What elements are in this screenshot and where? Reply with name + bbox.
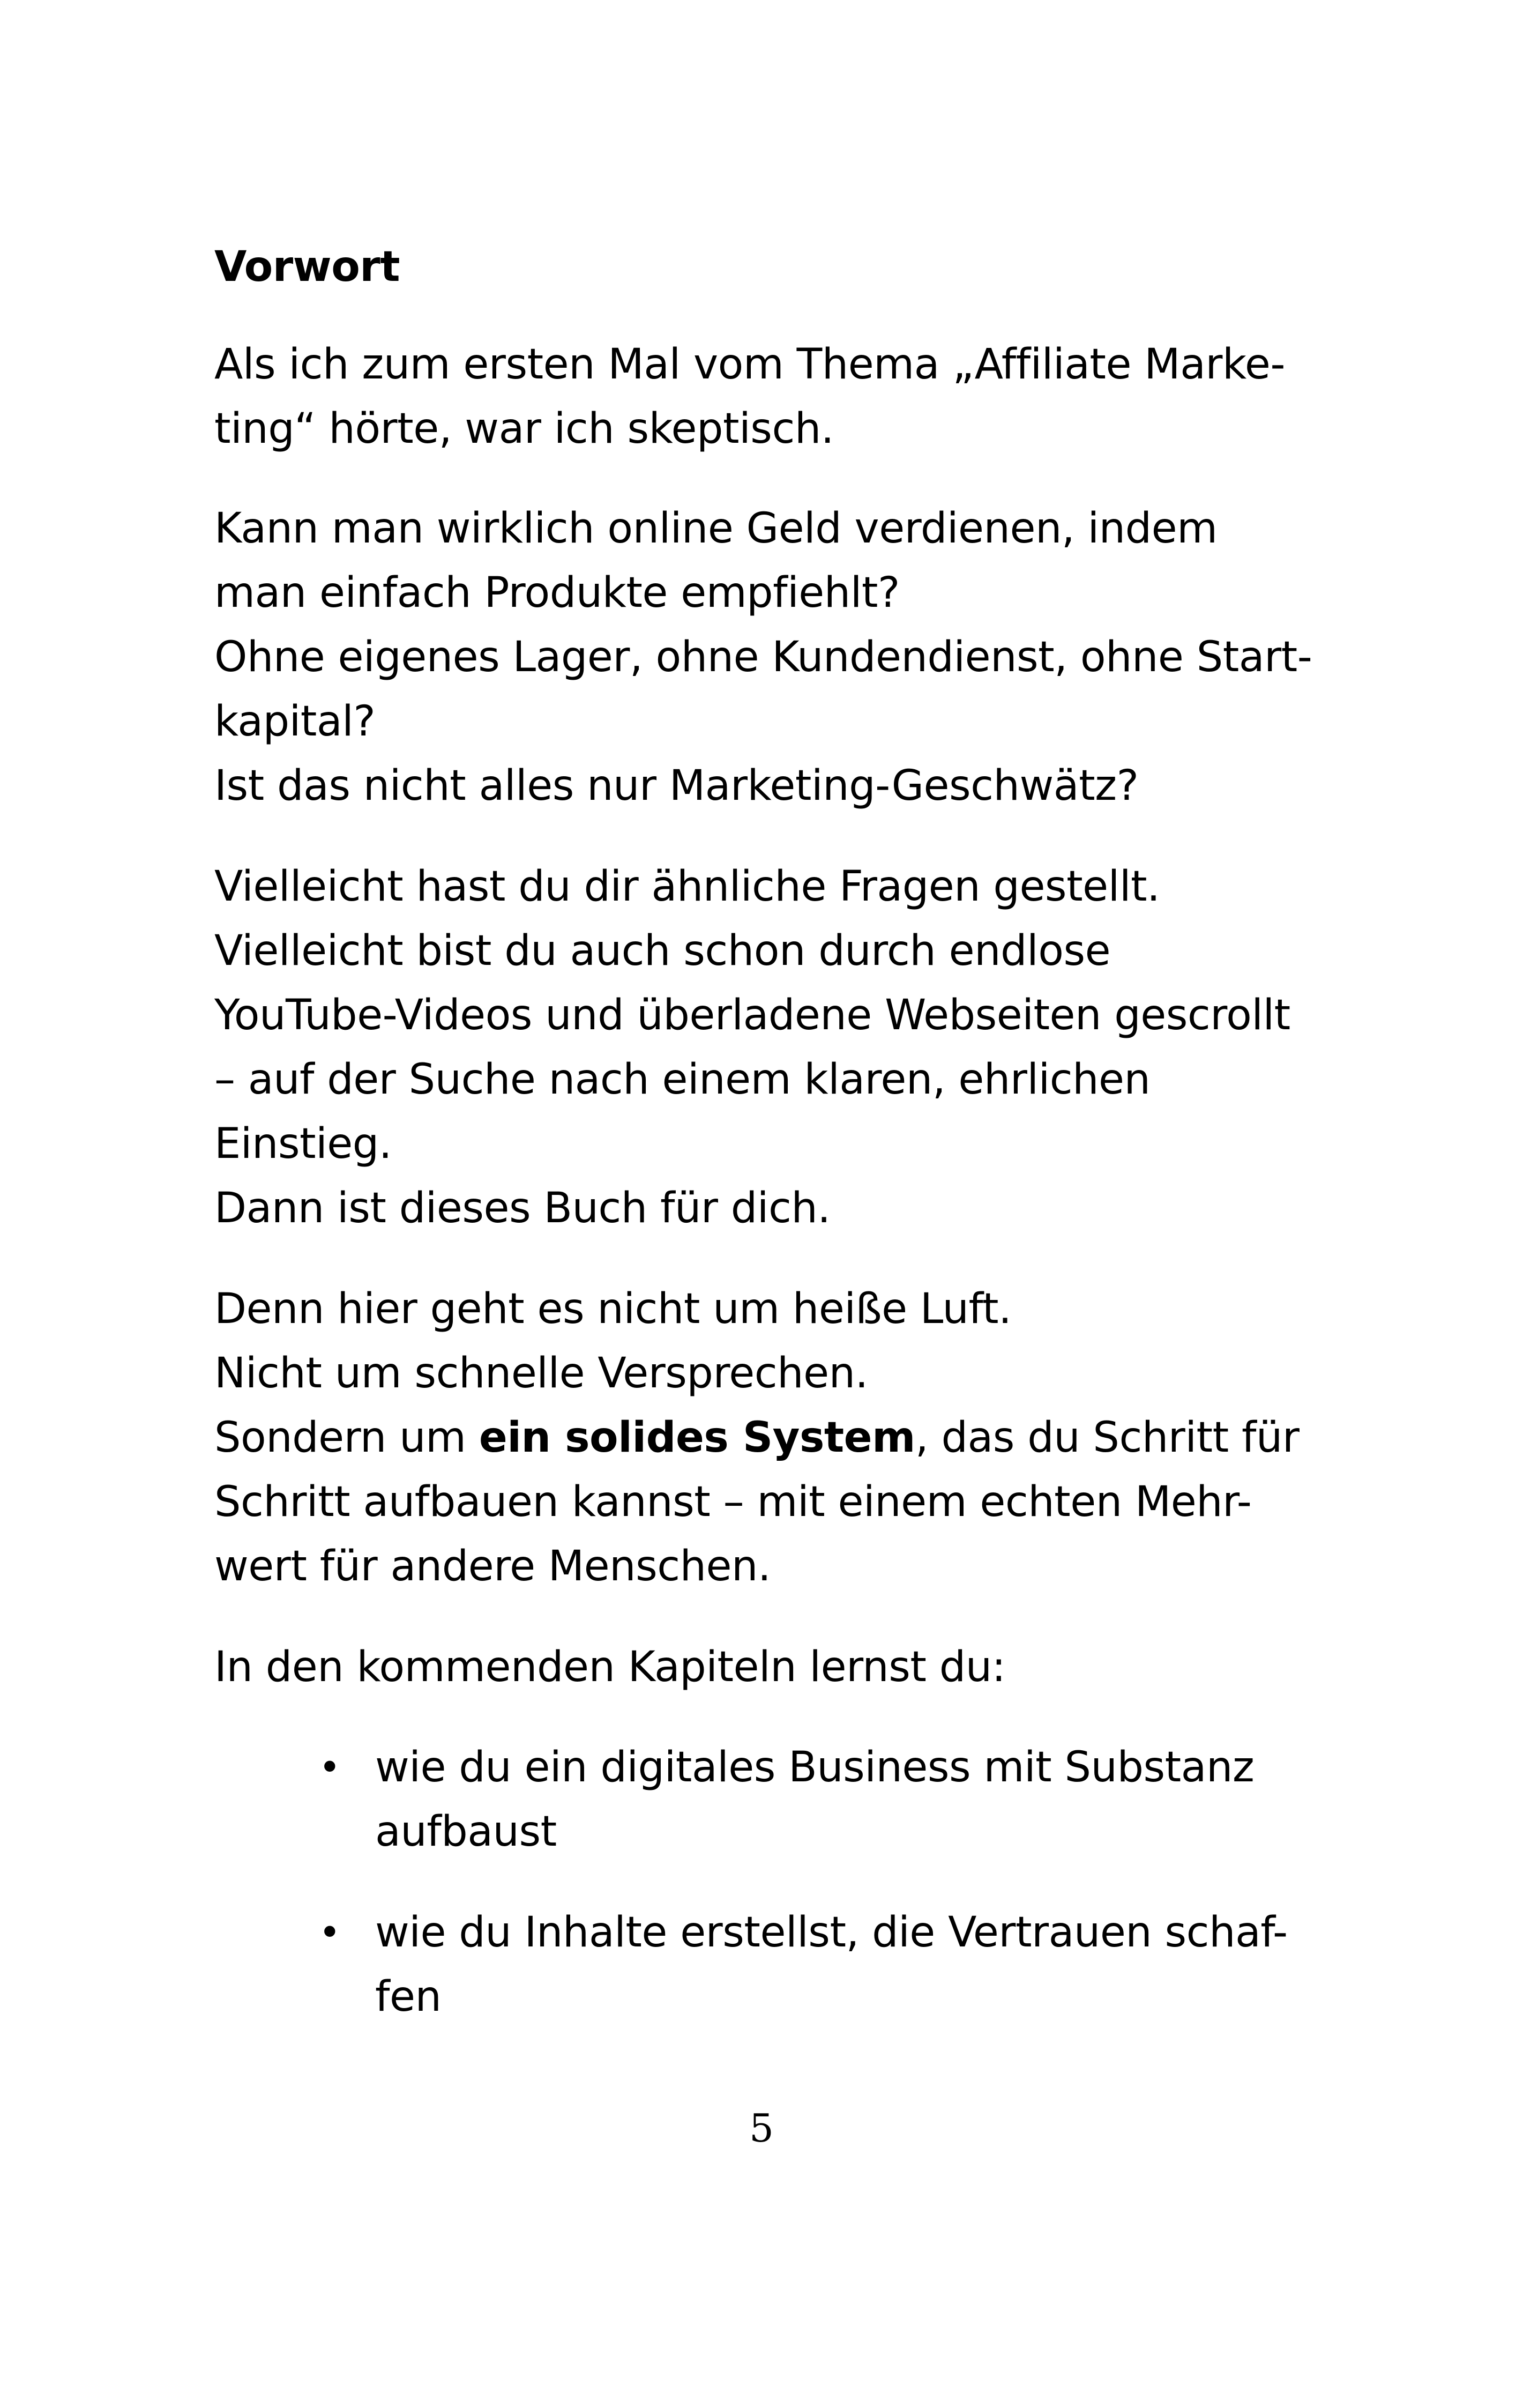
- paragraph-chapters-intro: [214, 1635, 1340, 1699]
- bullet-icon: •: [318, 1745, 341, 1789]
- text-line: wie du Inhalte erstellst, die Vertrauen schaf-: [375, 1908, 1288, 1957]
- paragraph-reader: [214, 854, 1340, 1240]
- text-line-mixed: [214, 1406, 1340, 1470]
- text-line: Dann ist dieses Buch für dich.: [214, 1184, 831, 1232]
- emphasis-text: ein solides System: [479, 1414, 915, 1462]
- text-segment: , das du Schritt für: [915, 1414, 1300, 1462]
- text-line: wie du ein digitales Business mit Substanz: [375, 1743, 1255, 1792]
- text-line: Nicht um schnelle Versprechen.: [214, 1349, 868, 1398]
- text-line: aufbaust: [375, 1808, 557, 1856]
- bullet-icon: •: [318, 1911, 341, 1954]
- paragraph-questions: [214, 496, 1340, 818]
- section-heading: Vorwort: [214, 243, 400, 291]
- list-item-text: [375, 1735, 1340, 1864]
- text-line: Ohne eigenes Lager, ohne Kundendienst, ohne Start-: [214, 633, 1312, 681]
- text-line: Schritt aufbauen kannst – mit einem echten Mehr-: [214, 1478, 1252, 1526]
- page-number: 5: [749, 2106, 774, 2151]
- text-line: Vielleicht hast du dir ähnliche Fragen gestellt.: [214, 863, 1160, 911]
- paragraph-system: [214, 1277, 1340, 1599]
- text-line: Kann man wirklich online Geld verdienen, indem: [214, 504, 1218, 553]
- text-line: man einfach Produkte empfiehlt?: [214, 569, 900, 617]
- list-item: [214, 1900, 1340, 2029]
- text-line: fen: [375, 1973, 442, 2021]
- text-line: In den kommenden Kapiteln lernst du:: [214, 1643, 1006, 1691]
- text-line: Ist das nicht alles nur Marketing-Geschwätz?: [214, 762, 1139, 810]
- text-line: Als ich zum ersten Mal vom Thema „Affiliate Marke-: [214, 340, 1285, 389]
- text-line: YouTube-Videos und überladene Webseiten gescrollt: [214, 991, 1290, 1039]
- text-line: Denn hier geht es nicht um heiße Luft.: [214, 1285, 1012, 1333]
- text-segment: Sondern um: [214, 1414, 479, 1462]
- text-line: – auf der Suche nach einem klaren, ehrlichen: [214, 1056, 1151, 1104]
- text-line: Vielleicht bist du auch schon durch endlose: [214, 927, 1111, 975]
- list-item-text: [375, 1900, 1340, 2029]
- list-item: [214, 1735, 1340, 1864]
- paragraph-intro: [214, 332, 1340, 461]
- text-line: wert für andere Menschen.: [214, 1542, 771, 1591]
- text-line: ting“ hörte, war ich skeptisch.: [214, 405, 834, 453]
- text-line: Einstieg.: [214, 1120, 392, 1168]
- text-line: kapital?: [214, 697, 376, 746]
